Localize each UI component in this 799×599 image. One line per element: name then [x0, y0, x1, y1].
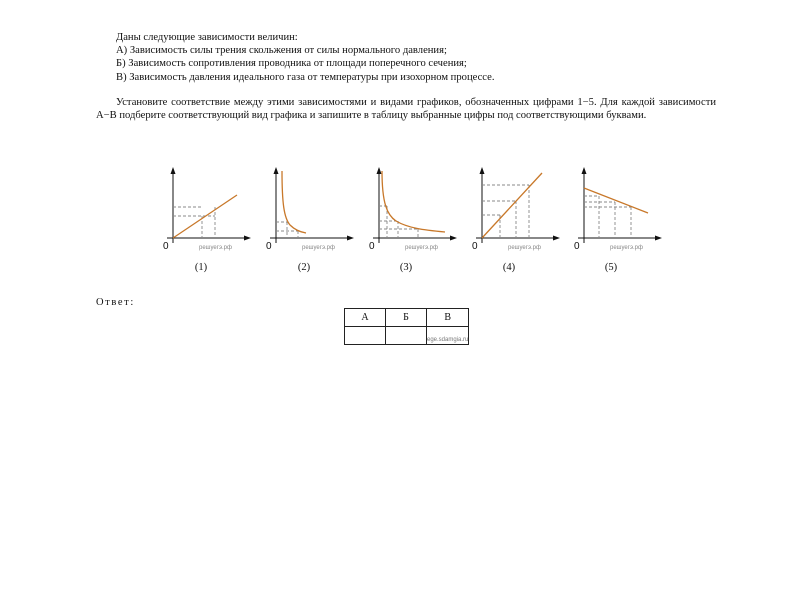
answer-table	[344, 308, 469, 345]
y-axis-arrow-icon	[377, 167, 382, 174]
intro-block	[116, 31, 716, 84]
graph-curve	[282, 171, 306, 233]
graph-1	[157, 163, 257, 258]
graph-3	[363, 163, 463, 258]
x-axis-arrow-icon	[244, 236, 251, 241]
x-axis-arrow-icon	[450, 236, 457, 241]
watermark: решуегэ.рф	[508, 245, 541, 251]
origin-label: 0	[472, 241, 478, 252]
task-text: Установите соответствие между этими зависимостями и видами графиков, обозначенных цифрами 1−5. Для каждой зависимости А−В подберите соответствующий вид графика и запишите в таблицу выбранные цифры под соответствующими буквами.	[96, 97, 716, 122]
origin-label: 0	[369, 241, 375, 252]
graph-5	[568, 163, 668, 258]
origin-label: 0	[163, 241, 169, 252]
answer-watermark: ege.sdamgia.ru	[427, 337, 469, 343]
graph-curve	[382, 171, 445, 232]
x-axis-arrow-icon	[655, 236, 662, 241]
intro-item-b: Б) Зависимость сопротивления проводника от площади поперечного сечения;	[116, 58, 467, 70]
graph-curve	[482, 173, 542, 238]
watermark: решуегэ.рф	[302, 245, 335, 251]
graph-caption-5: (5)	[604, 262, 618, 273]
answer-header-a: А	[345, 309, 386, 327]
graph-curve	[584, 188, 648, 213]
watermark: решуегэ.рф	[610, 245, 643, 251]
y-axis-arrow-icon	[480, 167, 485, 174]
intro-item-a: А) Зависимость силы трения скольжения от силы нормального давления;	[116, 45, 447, 57]
graph-4	[466, 163, 566, 258]
graph-caption-1: (1)	[194, 262, 208, 273]
origin-label: 0	[266, 241, 272, 252]
watermark: решуегэ.рф	[199, 245, 232, 251]
answer-header-v: В	[427, 309, 469, 327]
y-axis-arrow-icon	[274, 167, 279, 174]
graph-2	[260, 163, 360, 258]
answer-cell-v[interactable]	[427, 327, 469, 345]
answer-cell-b[interactable]	[386, 327, 427, 345]
answer-header-b: Б	[386, 309, 427, 327]
graph-curve	[173, 195, 237, 238]
intro-heading: Даны следующие зависимости величин:	[116, 32, 298, 43]
graph-caption-4: (4)	[502, 262, 516, 273]
answer-cell-a[interactable]	[345, 327, 386, 345]
intro-item-v: В) Зависимость давления идеального газа от температуры при изохорном процессе.	[116, 71, 495, 83]
graph-caption-2: (2)	[297, 262, 311, 273]
y-axis-arrow-icon	[582, 167, 587, 174]
watermark: решуегэ.рф	[405, 245, 438, 251]
graph-caption-3: (3)	[399, 262, 413, 273]
answer-label: Ответ:	[96, 297, 135, 308]
y-axis-arrow-icon	[171, 167, 176, 174]
origin-label: 0	[574, 241, 580, 252]
x-axis-arrow-icon	[347, 236, 354, 241]
x-axis-arrow-icon	[553, 236, 560, 241]
